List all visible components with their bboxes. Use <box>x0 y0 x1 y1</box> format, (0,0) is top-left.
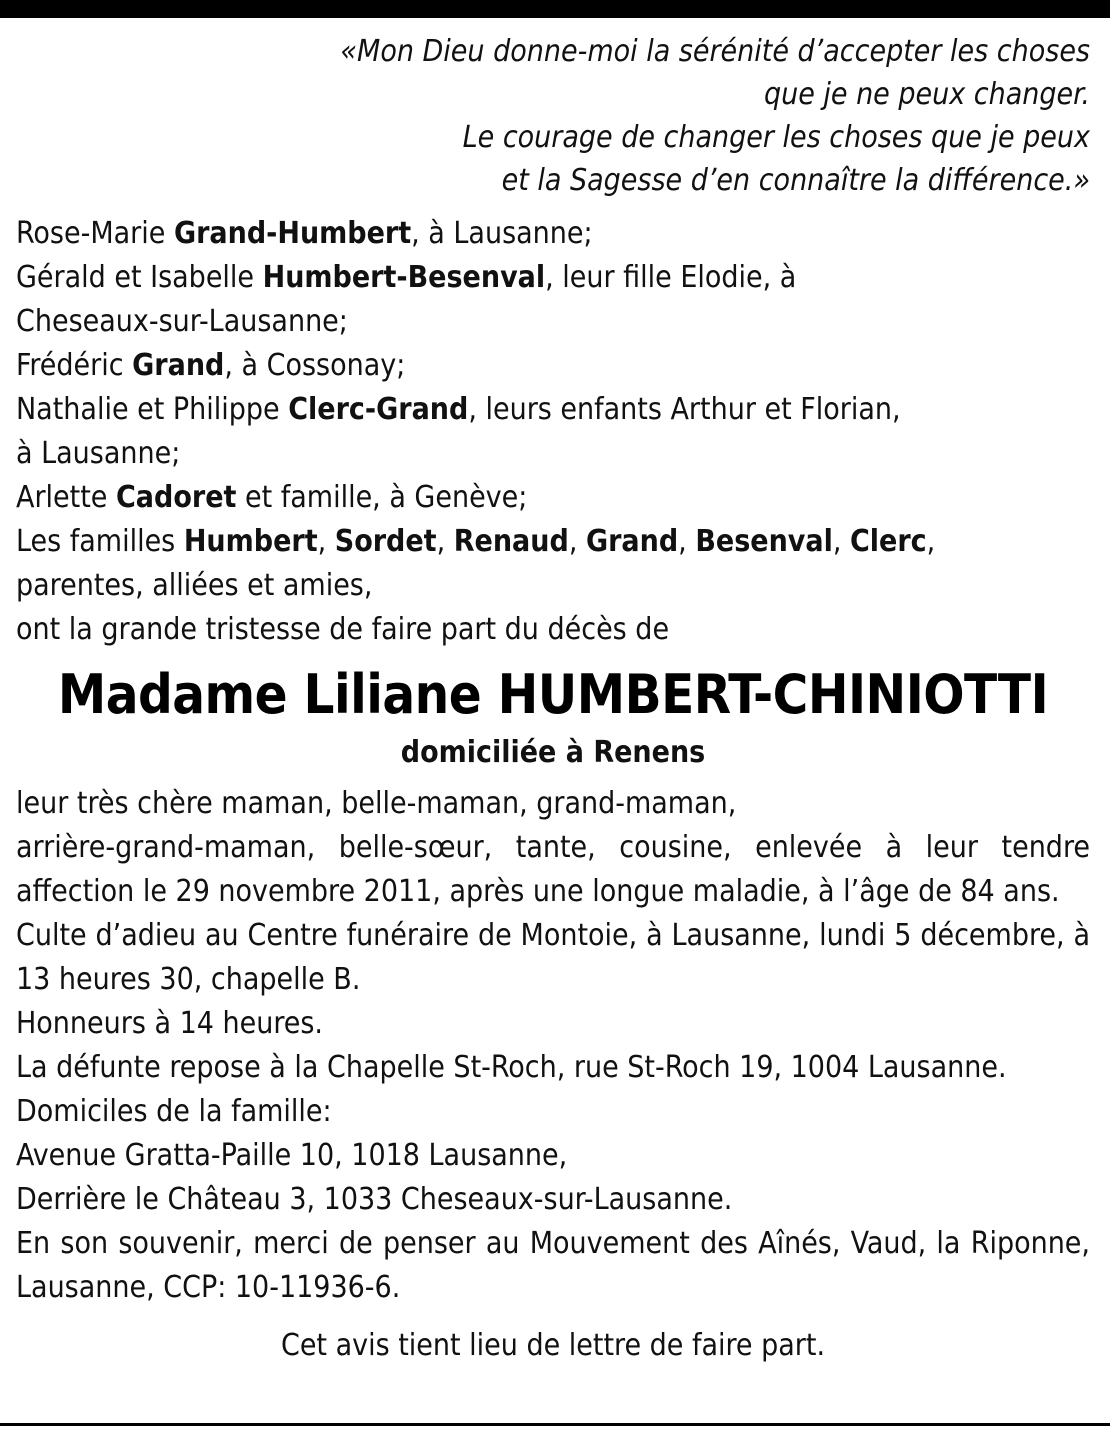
family-name: Cadoret <box>116 480 237 515</box>
obituary-notice <box>16 30 1090 1368</box>
family-line: Frédéric Grand, à Cossonay; <box>16 348 406 383</box>
family-name: Besenval <box>695 524 833 559</box>
family-line: Rose-Marie Grand-Humbert, à Lausanne; <box>16 216 593 251</box>
family-line: Les familles Humbert, Sordet, Renaud, Grand, Besenval, Clerc, <box>16 524 936 559</box>
detail-line: leur très chère maman, belle-maman, grand-maman, <box>16 786 737 821</box>
top-rule <box>0 0 1110 18</box>
footer-note: Cet avis tient lieu de lettre de faire part. <box>280 1328 826 1363</box>
deceased-domicile: domiciliée à Renens <box>400 735 706 770</box>
address-line: Avenue Gratta-Paille 10, 1018 Lausanne, <box>16 1138 568 1173</box>
announcement-line: ont la grande tristesse de faire part du décès de <box>16 612 670 647</box>
detail-line: La défunte repose à la Chapelle St-Roch, rue St-Roch 19, 1004 Lausanne. <box>16 1050 1007 1085</box>
family-line: à Lausanne; <box>16 436 181 471</box>
notice-details <box>16 782 1090 1310</box>
donation-paragraph: En son souvenir, merci de penser au Mouvement des Aînés, Vaud, la Riponne, Lausanne, CCP: 10-11936-6. <box>16 1226 1090 1305</box>
quote-line: et la Sagesse d’en connaître la différence.» <box>501 163 1090 198</box>
quote-line: Le courage de changer les choses que je peux <box>462 120 1090 155</box>
quote-line: que je ne peux changer. <box>763 77 1090 112</box>
family-name: Renaud <box>453 524 569 559</box>
family-line: Arlette Cadoret et famille, à Genève; <box>16 480 528 515</box>
family-name: Grand <box>132 348 225 383</box>
address-line: Derrière le Château 3, 1033 Cheseaux-sur-Lausanne. <box>16 1182 733 1217</box>
family-line: parentes, alliées et amies, <box>16 568 373 603</box>
quote-line: «Mon Dieu donne-moi la sérénité d’accepter les choses <box>340 34 1090 69</box>
ceremony-paragraph: Culte d’adieu au Centre funéraire de Montoie, à Lausanne, lundi 5 décembre, à 13 heures 30, chapelle B. <box>16 918 1090 997</box>
bottom-rule <box>0 1423 1110 1426</box>
family-name: Grand-Humbert <box>173 216 412 251</box>
family-name: Grand <box>585 524 679 559</box>
family-line: Cheseaux-sur-Lausanne; <box>16 304 348 339</box>
family-list <box>16 212 1090 652</box>
family-name: Clerc <box>849 524 927 559</box>
family-line: Gérald et Isabelle Humbert-Besenval, leur fille Elodie, à <box>16 260 797 295</box>
family-name: Humbert <box>183 524 318 559</box>
detail-paragraph: arrière-grand-maman, belle-sœur, tante, cousine, enlevée à leur tendre affection le 29 novembre 2011, après une longue maladie, à l’âge de 84 ans. <box>16 830 1090 909</box>
family-name: Clerc-Grand <box>288 392 469 427</box>
serenity-quote <box>16 30 1090 202</box>
detail-line: Domiciles de la famille: <box>16 1094 332 1129</box>
family-name: Sordet <box>334 524 437 559</box>
family-name: Humbert-Besenval <box>262 260 546 295</box>
detail-line: Honneurs à 14 heures. <box>16 1006 323 1041</box>
deceased-name: Madame Liliane HUMBERT-CHINIOTTI <box>57 663 1049 726</box>
family-line: Nathalie et Philippe Clerc-Grand, leurs enfants Arthur et Florian, <box>16 392 901 427</box>
